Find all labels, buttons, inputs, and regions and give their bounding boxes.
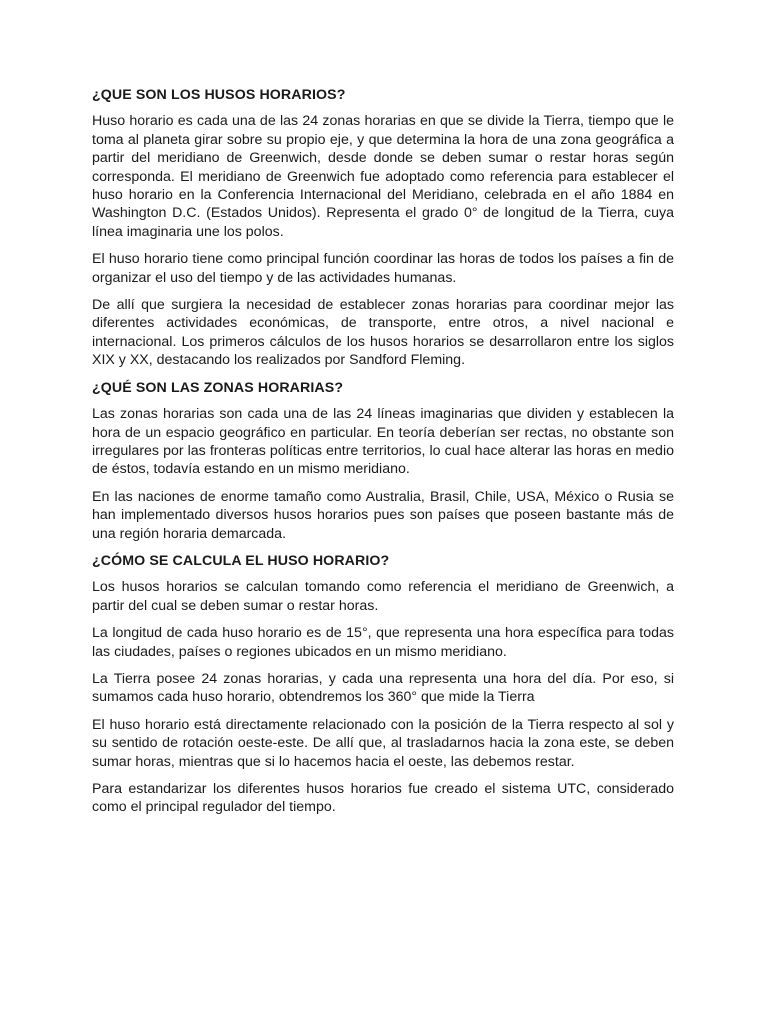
paragraph: De allí que surgiera la necesidad de establecer zonas horarias para coordinar mejor las diferentes actividades económicas, de transporte, entre otros, a nivel nacional e internacional. Los primeros cálculos de los husos horarios se desarrollaron entre los siglos XIX y XX, destacando los realizados por Sandford Fleming. xyxy=(92,297,674,369)
paragraph: La Tierra posee 24 zonas horarias, y cada una representa una hora del día. Por eso, si sumamos cada huso horario, obtendremos los 360° que mide la Tierra xyxy=(92,670,674,706)
document-page xyxy=(92,86,674,826)
section-husos-horarios xyxy=(92,86,674,370)
section-heading: ¿QUÉ SON LAS ZONAS HORARIAS? xyxy=(92,379,344,396)
paragraph: El huso horario tiene como principal función coordinar las horas de todos los países a fin de organizar el uso del tiempo y de las actividades humanas. xyxy=(92,251,674,286)
section-calculo-huso xyxy=(92,552,674,817)
section-zonas-horarias xyxy=(92,379,674,543)
paragraph: El huso horario está directamente relacionado con la posición de la Tierra respecto al sol y su sentido de rotación oeste-este. De allí que, al trasladarnos hacia la zona este, se deben sumar horas, mientras que si lo hacemos hacia el oeste, las debemos restar. xyxy=(92,716,674,770)
paragraph: Para estandarizar los diferentes husos horarios fue creado el sistema UTC, considerado como el principal regulador del tiempo. xyxy=(92,781,674,816)
section-heading: ¿QUE SON LOS HUSOS HORARIOS? xyxy=(92,87,346,103)
paragraph: La longitud de cada huso horario es de 15°, que representa una hora específica para todas las ciudades, países o regiones ubicados en un mismo meridiano. xyxy=(92,625,674,660)
paragraph: Las zonas horarias son cada una de las 24 líneas imaginarias que dividen y establecen la hora de un espacio geográfico en particular. En teoría deberían ser rectas, no obstante son irregulares por las fronteras políticas entre territorios, lo cual hace alterar las horas en medio de éstos, todavía estando en un mismo meridiano. xyxy=(92,406,674,478)
section-heading: ¿CÓMO SE CALCULA EL HUSO HORARIO? xyxy=(92,552,390,569)
paragraph: Huso horario es cada una de las 24 zonas horarias en que se divide la Tierra, tiempo que le toma al planeta girar sobre su propio eje, y que determina la hora de una zona geográfica a partir del meridiano de Greenwich, desde donde se deben sumar o restar horas según corresponda. El meridiano de Greenwich fue adoptado como referencia para establecer el huso horario en la Conferencia Internacional del Meridiano, celebrada en el año 1884 en Washington D.C. (Estados Unidos). Representa el grado 0° de longitud de la Tierra, cuya línea imaginaria une los polos. xyxy=(92,113,674,240)
paragraph: Los husos horarios se calculan tomando como referencia el meridiano de Greenwich, a partir del cual se deben sumar o restar horas. xyxy=(92,579,674,614)
paragraph: En las naciones de enorme tamaño como Australia, Brasil, Chile, USA, México o Rusia se han implementado diversos husos horarios pues son países que poseen bastante más de una región horaria demarcada. xyxy=(92,488,674,542)
